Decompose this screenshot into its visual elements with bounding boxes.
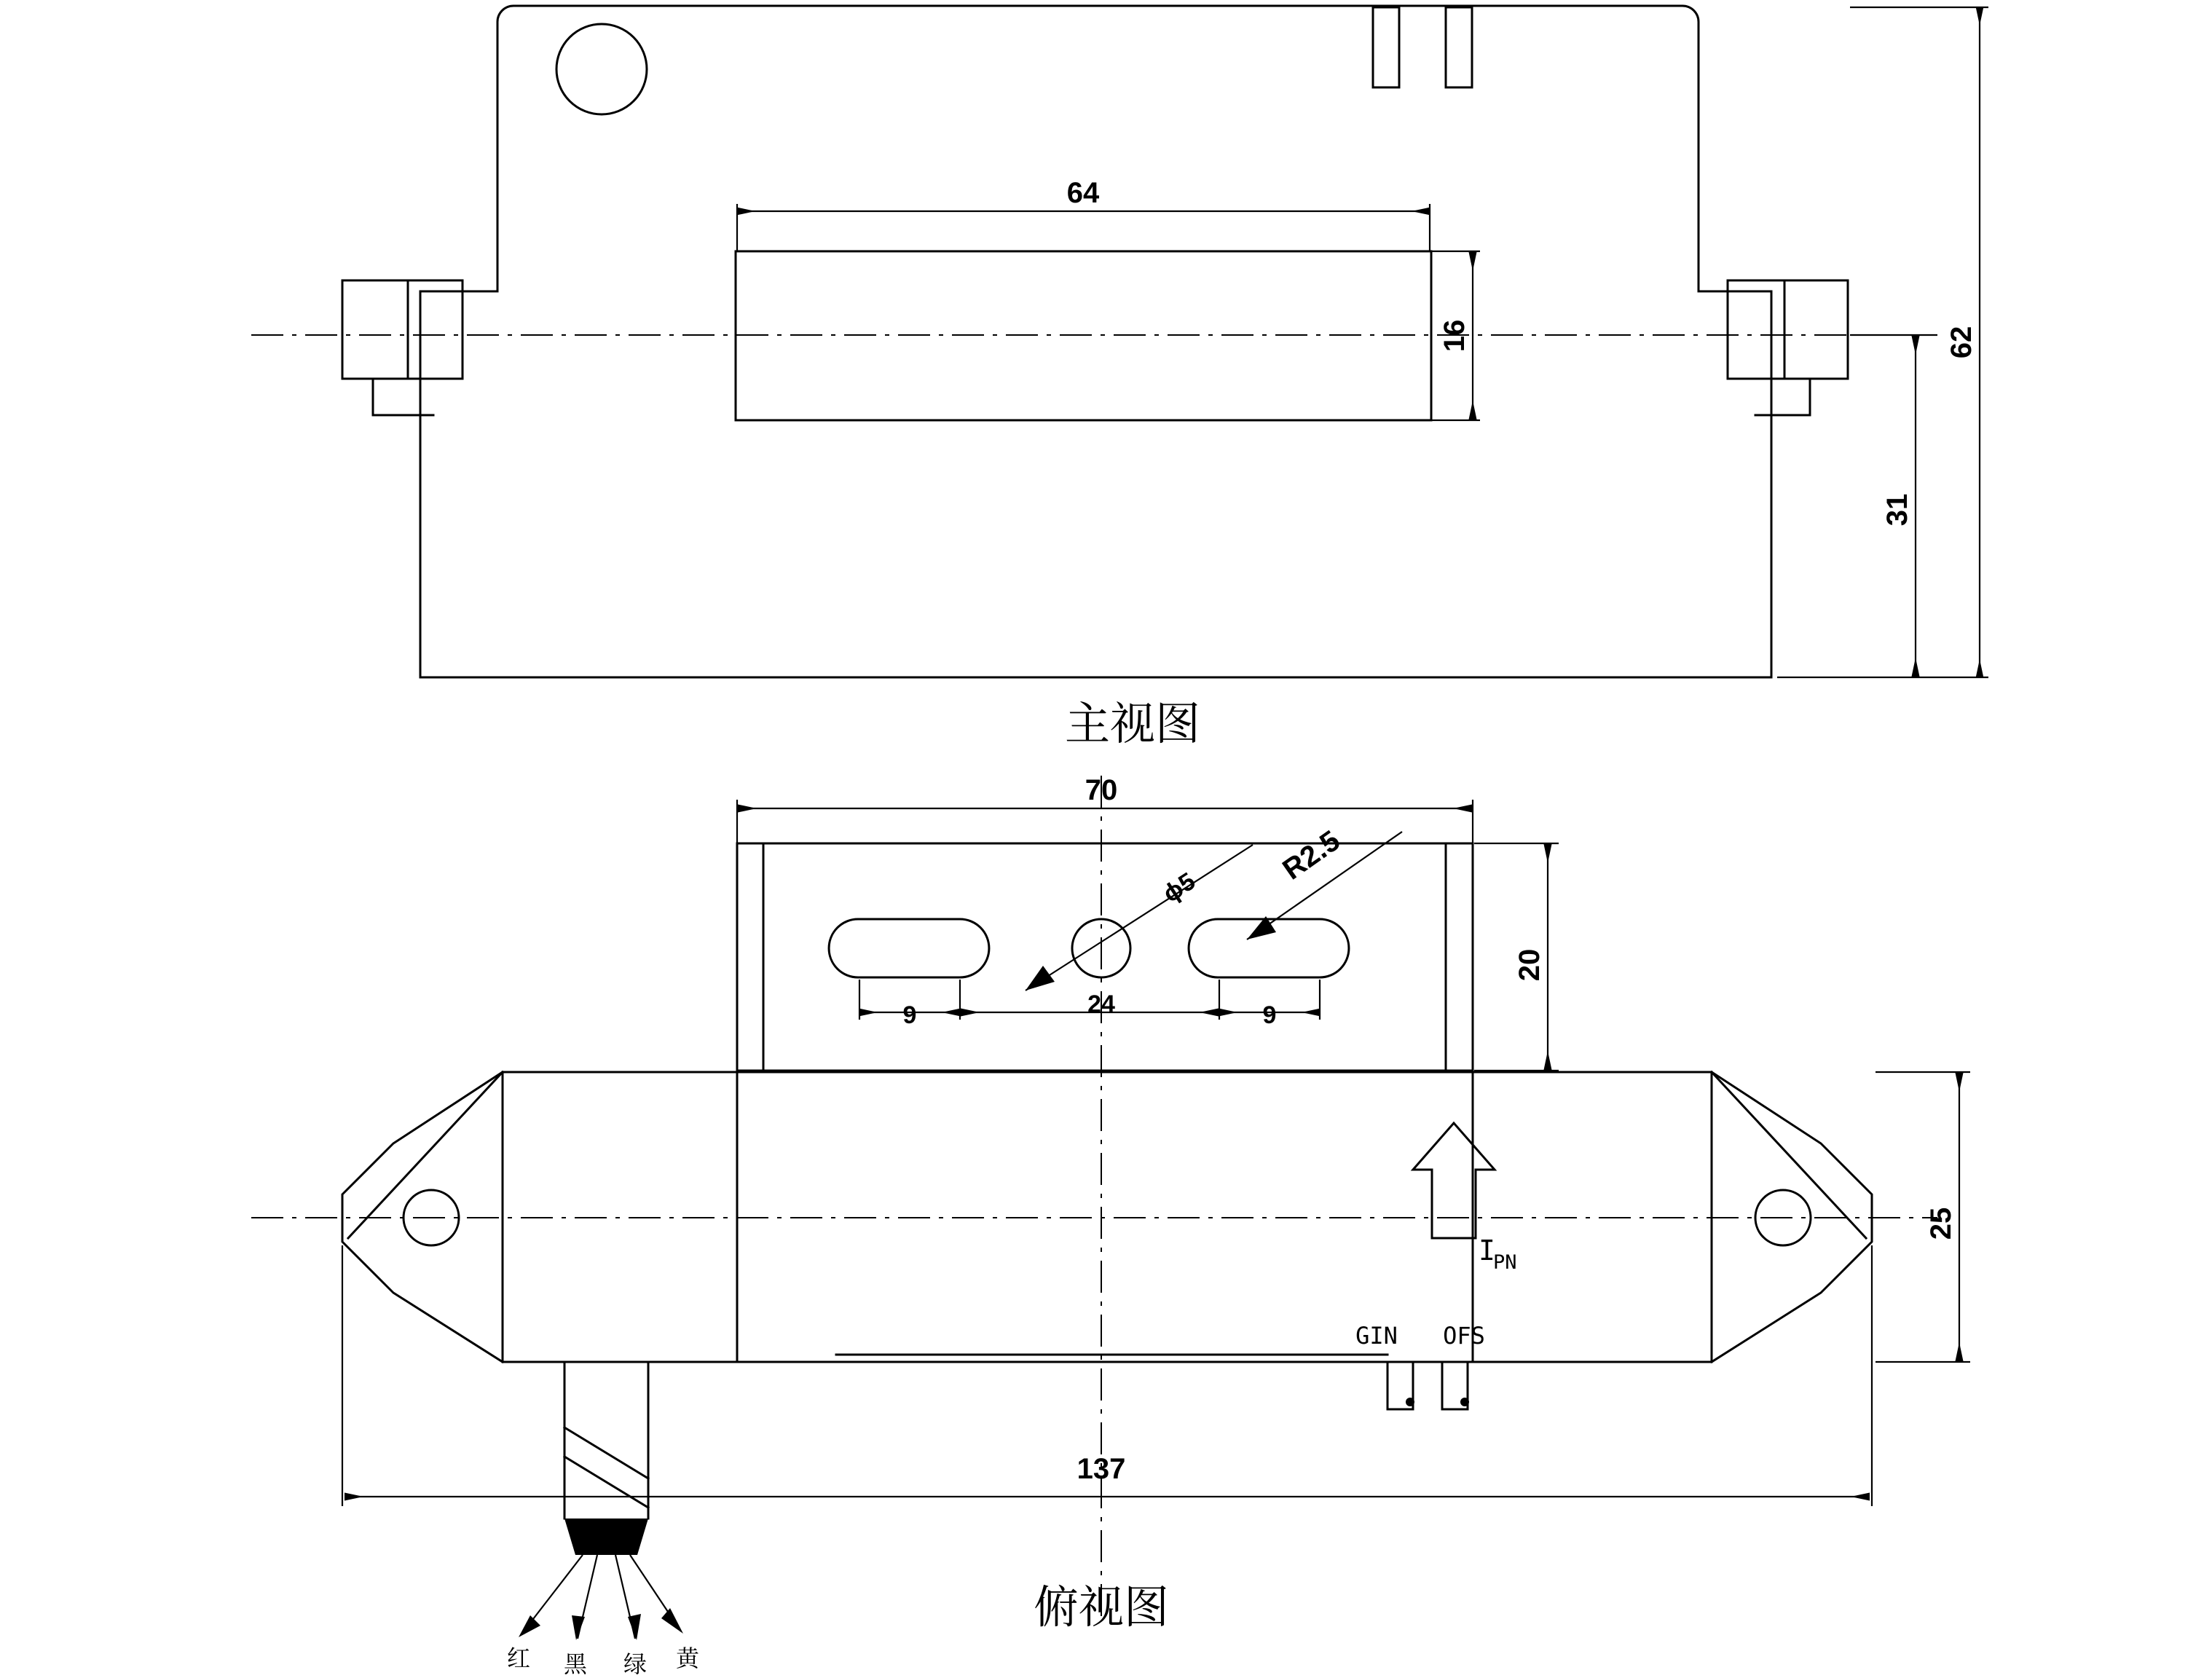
dim-label-137: 137 bbox=[1077, 1453, 1126, 1485]
dim-label-phi5: ϕ5 bbox=[1158, 867, 1200, 908]
wire-label-green: 绿 bbox=[623, 1650, 648, 1678]
dim-label-25: 25 bbox=[1925, 1207, 1957, 1240]
current-subscript-label: PN bbox=[1493, 1251, 1517, 1274]
dim-label-64: 64 bbox=[1066, 177, 1100, 209]
top-view-title: 俯视图 bbox=[1033, 1580, 1170, 1634]
pin-ofs-label: OFS bbox=[1443, 1322, 1485, 1350]
dim-label-62: 62 bbox=[1945, 326, 1977, 359]
wire-label-red: 红 bbox=[506, 1644, 531, 1672]
dim-label-16: 16 bbox=[1438, 319, 1471, 352]
dim-label-24: 24 bbox=[1087, 990, 1115, 1018]
dim-label-31: 31 bbox=[1881, 493, 1913, 527]
front-view-title: 主视图 bbox=[1064, 697, 1201, 750]
pin-gin-label: GIN bbox=[1355, 1322, 1398, 1350]
dim-label-20: 20 bbox=[1514, 948, 1546, 982]
dim-label-r25: R2.5 bbox=[1277, 824, 1346, 886]
wire-label-yellow: 黄 bbox=[675, 1644, 700, 1672]
current-symbol-label: I bbox=[1479, 1234, 1495, 1267]
dim-label-70: 70 bbox=[1085, 774, 1118, 806]
wire-label-black: 黑 bbox=[563, 1650, 588, 1678]
dim-label-9-right: 9 bbox=[1262, 1001, 1277, 1029]
dim-label-9-left: 9 bbox=[902, 1001, 917, 1029]
